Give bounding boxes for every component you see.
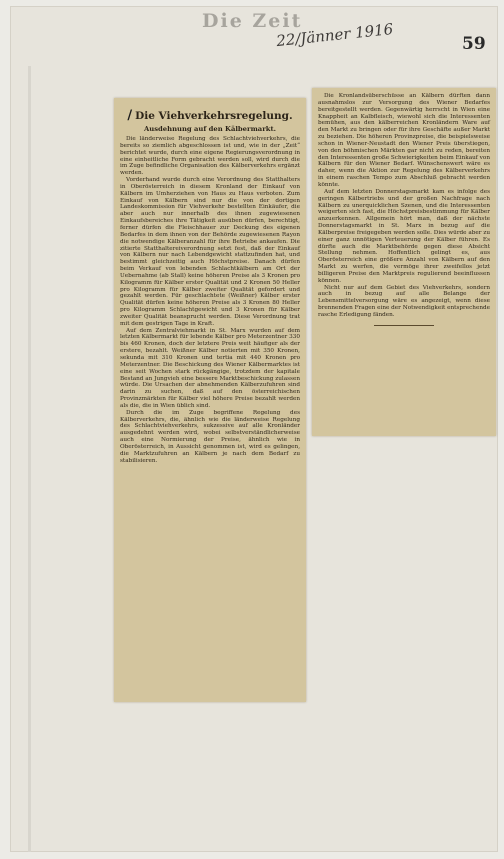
scan-edge-line [28, 66, 31, 852]
right-column-body [318, 93, 490, 319]
archive-sheet [10, 6, 498, 852]
clipping-right-column [312, 88, 496, 436]
paragraph: Die Kronlandsüberschüsse an Kälbern dürften dann ausnahmslos zur Versorgung des Wiener Bedarfes bereitgestellt werden. Gegenwärtig herrscht in Wien eine Knappheit an Kalbfleisch, wiewohl sich die Interessenten bemühen, aus den kälberreichen Kronländern Ware auf den Markt zu bringen oder für ihre Geschäfte außer Markt zu beziehen. Die höheren Provinzpreise, die beispielsweise schon in Wiener-Neustadt den Wiener Preis überstiegen, von den böhmischen Märkten gar nicht zu reden, bereiten den Interessenten große Schwierigkeiten beim Einkauf von Kälbern für den Wiener Bedarf. Wünschenswert wäre es daher, wenn die Aktion zur Regelung des Kälberverkehrs in einem raschen Tempo zum Abschluß gebracht werden könnte. [318, 93, 490, 188]
handwritten-date: 22/Jänner 1916 [275, 19, 395, 51]
left-column-body [120, 136, 300, 465]
paragraph: Durch die im Zuge begriffene Regelung des Kälberverkehrs, die, ähnlich wie die länderweise Regelung des Schlachtviehverkehrs, sukzessive auf alle Kronländer ausgedehnt werden wird, wobei selbstverständlicherweise auch eine Normierung der Preise, ähnlich wie in Oberösterreich, in Aussicht genommen ist, wird es gelingen, die Marktzufuhren an Kälbern je nach dem Bedarf zu stabilisieren. [120, 409, 300, 464]
paragraph: Die länderweise Regelung des Schlachtviehverkehrs, die bereits so ziemlich abgeschlossen ist und, wie in der „Zeit“ berichtet wurde, durch eine eigene Regierungsverordnung in eine einheitliche Form gebracht werden soll, wird durch die im Zuge befindliche Organisation des Kälberverkehrs ergänzt werden. [120, 136, 300, 177]
article-subheadline: Ausdehnung auf den Kälbermarkt. [144, 125, 276, 133]
paragraph: Auf dem Zentralviehmarkt in St. Marx wurden auf dem letzten Kälbermarkt für lebende Kälber pro Meterzentner 330 bis 460 Kronen, doch der letztere Preis weit häufiger als der erstere, bezahlt. Weißner Kälber notierten mit 350 Kronen, sekunda mit 310 Kronen und tertia mit 440 Kronen pro Meterzentner. Die Beschickung des Wiener Kälbermarktes ist eine seit Wochen stark rückgängige, trotzdem der kapitale Bestand an Jungvieh eine bessere Marktbeschickung zulassen würde. Die Ursachen der abnehmenden Kälberzufuhren sind darin zu suchen, daß auf den österreichischen Provinzmärkten für Kälber viel höhere Preise bezahlt werden als die, die in Wien üblich sind. [120, 327, 300, 409]
paragraph: Vorderhand wurde durch eine Verordnung des Statthalters in Oberösterreich in diesem Kronland der Einkauf von Kälbern im Umherziehen von Haus zu Haus verboten. Zum Einkauf von Kälbern sind nur die von der dortigen Landeskommission für Viehverkehr bestellten Einkäufer, die aber auch nur innerhalb des ihnen zugewiesenen Einkaufsbereiches ihre Tätigkeit ausüben dürfen, berechtigt, ferner dürfen die Fleischhauer zur Deckung des eigenen Bedarfes in dem ihnen von der Behörde zugewiesenen Rayon die notwendige Kälberanzahl für ihre Betriebe ankaufen. Die zitierte Statthaltereiverordnung setzt fest, daß der Einkauf von Kälbern nur nach Lebendgewicht stattzufinden hat, und bestimmt gleichzeitig auch Höchstpreise. Danach dürfen beim Verkauf von lebenden Schlachtkälbern am Ort der Uebernahme (ab Stall) keine höheren Preise als 3 Kronen pro Kilogramm für Kälber erster Qualität und 2 Kronen 50 Heller pro Kilogramm für Kälber zweiter Qualität gefordert und gezahlt werden. Für geschlachtete (Weißner) Kälber erster Qualität dürfen keine höheren Preise als 3 Kronen 80 Heller pro Kilogramm Schlachtgewicht und 3 Kronen für Kälber zweiter Qualität beansprucht werden. Diese Verordnung trat mit dem gestrigen Tage in Kraft. [120, 177, 300, 327]
article-headline-text: Die Viehverkehrsregelung. [135, 110, 293, 122]
pencil-mark: / [127, 108, 133, 123]
clipping-left-column [114, 98, 306, 702]
paragraph: Nicht nur auf dem Gebiet des Viehverkehrs, sondern auch in bezug auf alle Belange der Lebensmittelversorgung wäre es angezeigt, wenn diese brennenden Fragen eine der Notwendigkeit entsprechende rasche Erledigung fänden. [318, 284, 490, 318]
article-headline [120, 108, 300, 123]
newspaper-masthead: Die Zeit [202, 10, 303, 32]
paragraph: Auf dem letzten Donnerstagsmarkt kam es infolge des geringen Kälbertriebs und der großen Nachfrage nach Kälbern zu unerquicklichen Szenen, und die Interessenten weigerten sich fast, die Höchstpreisbestimmung für Kälber anzuerkennen. Allgemein hört man, daß der nächste Donnerstagsmarkt in St. Marx in bezug auf die Kälberpreise freigegeben werden solle. Dies würde aber zu einer ganz unnötigen Verteuerung der Kälber führen. Es dürfte auch die Marktbehörde gegen diese Absicht Stellung nehmen. Hoffentlich gelingt es, aus Oberösterreich eine größere Anzahl von Kälbern auf den Markt zu werfen, die vermöge ihrer zweifellos jetzt billigeren Preise den Marktpreis regulierend beeinflussen können. [318, 188, 490, 284]
page-number: 59 [462, 34, 486, 54]
end-rule [374, 325, 434, 326]
